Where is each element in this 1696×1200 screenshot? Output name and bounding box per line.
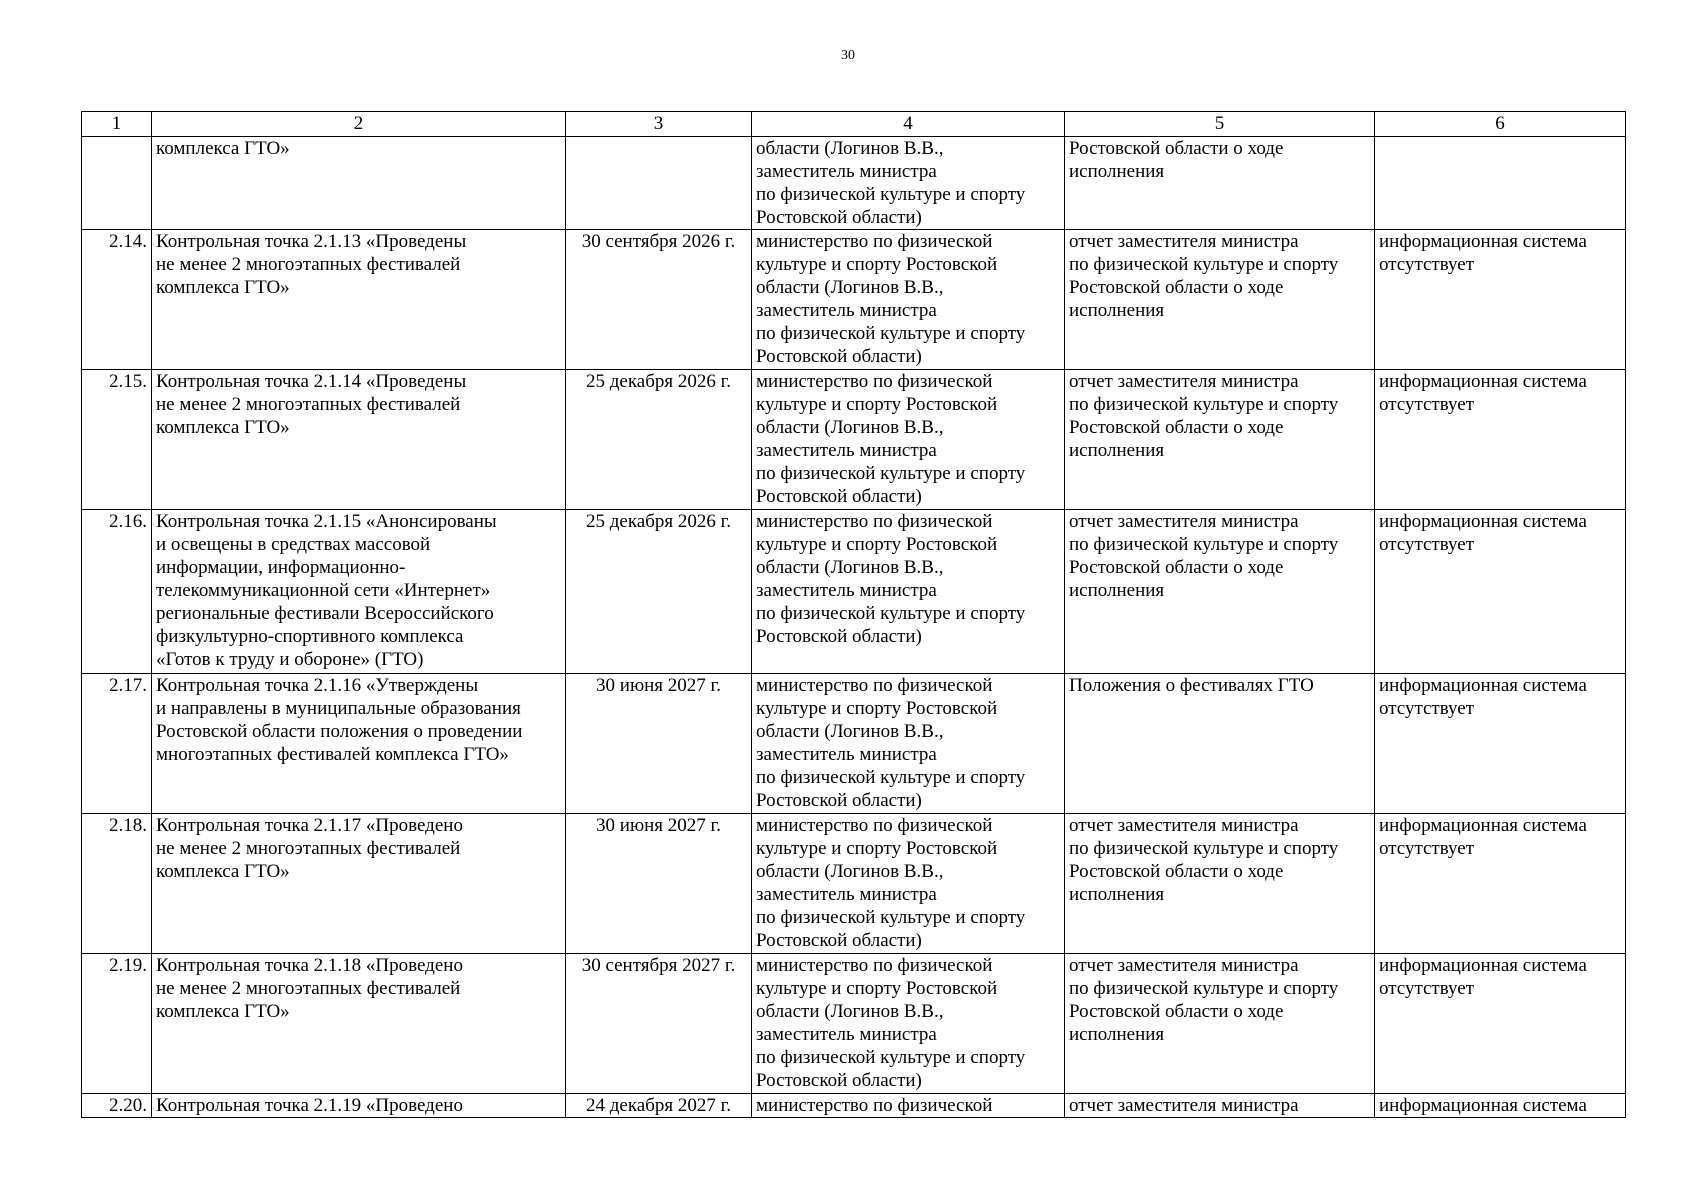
table-row (82, 1094, 1626, 1118)
responsible-executor: министерство по физической культуре и спорту Ростовской области (Логинов В.В., заместитель министра по физической культуре и спорту Ростовской области) (752, 230, 1065, 370)
information-system: информационная система (1375, 1094, 1626, 1118)
responsible-executor: области (Логинов В.В., заместитель министра по физической культуре и спорту Ростовской области) (752, 137, 1065, 230)
confirming-document: отчет заместителя министра по физической культуре и спорту Ростовской области о ходе исполнения (1065, 370, 1375, 510)
control-point-name: Контрольная точка 2.1.18 «Проведено не менее 2 многоэтапных фестивалей комплекса ГТО» (152, 954, 566, 1094)
information-system: информационная система отсутствует (1375, 954, 1626, 1094)
confirming-document: отчет заместителя министра по физической культуре и спорту Ростовской области о ходе исполнения (1065, 230, 1375, 370)
control-point-name: Контрольная точка 2.1.13 «Проведены не менее 2 многоэтапных фестивалей комплекса ГТО» (152, 230, 566, 370)
control-points-table (81, 111, 1626, 1118)
information-system: информационная система отсутствует (1375, 510, 1626, 674)
deadline-date: 30 сентября 2026 г. (566, 230, 752, 370)
deadline-date: 25 декабря 2026 г. (566, 370, 752, 510)
responsible-executor: министерство по физической культуре и спорту Ростовской области (Логинов В.В., заместитель министра по физической культуре и спорту Ростовской области) (752, 674, 1065, 814)
responsible-executor: министерство по физической культуре и спорту Ростовской области (Логинов В.В., заместитель министра по физической культуре и спорту Ростовской области) (752, 370, 1065, 510)
confirming-document: отчет заместителя министра по физической культуре и спорту Ростовской области о ходе исполнения (1065, 510, 1375, 674)
row-number: 2.20. (82, 1094, 152, 1118)
row-number: 2.19. (82, 954, 152, 1094)
table-row (82, 370, 1626, 510)
column-header: 1 (82, 112, 152, 137)
control-point-name: Контрольная точка 2.1.19 «Проведено (152, 1094, 566, 1118)
information-system: информационная система отсутствует (1375, 814, 1626, 954)
control-point-name: комплекса ГТО» (152, 137, 566, 230)
table-row (82, 510, 1626, 674)
deadline-date: 24 декабря 2027 г. (566, 1094, 752, 1118)
information-system: информационная система отсутствует (1375, 674, 1626, 814)
table-row (82, 674, 1626, 814)
column-header: 4 (752, 112, 1065, 137)
row-number: 2.15. (82, 370, 152, 510)
deadline-date: 30 июня 2027 г. (566, 814, 752, 954)
column-header: 6 (1375, 112, 1626, 137)
control-point-name: Контрольная точка 2.1.16 «Утверждены и направлены в муниципальные образования Ростовской области положения о проведении многоэтапных фестивалей комплекса ГТО» (152, 674, 566, 814)
control-point-name: Контрольная точка 2.1.14 «Проведены не менее 2 многоэтапных фестивалей комплекса ГТО» (152, 370, 566, 510)
information-system: информационная система отсутствует (1375, 370, 1626, 510)
column-header: 2 (152, 112, 566, 137)
confirming-document: Ростовской области о ходе исполнения (1065, 137, 1375, 230)
table-row (82, 230, 1626, 370)
confirming-document: отчет заместителя министра по физической культуре и спорту Ростовской области о ходе исполнения (1065, 814, 1375, 954)
confirming-document: отчет заместителя министра по физической культуре и спорту Ростовской области о ходе исполнения (1065, 954, 1375, 1094)
deadline-date: 30 сентября 2027 г. (566, 954, 752, 1094)
deadline-date: 30 июня 2027 г. (566, 674, 752, 814)
control-point-name: Контрольная точка 2.1.15 «Анонсированы и освещены в средствах массовой информации, информационно- телекоммуникационной сети «Интернет» региональные фестивали Всероссийского физкультурно-спортивного комплекса «Готов к труду и обороне» (ГТО) (152, 510, 566, 674)
deadline-date: 25 декабря 2026 г. (566, 510, 752, 674)
information-system (1375, 137, 1626, 230)
table-row (82, 137, 1626, 230)
information-system: информационная система отсутствует (1375, 230, 1626, 370)
confirming-document: отчет заместителя министра (1065, 1094, 1375, 1118)
responsible-executor: министерство по физической культуре и спорту Ростовской области (Логинов В.В., заместитель министра по физической культуре и спорту Ростовской области) (752, 510, 1065, 674)
control-point-name: Контрольная точка 2.1.17 «Проведено не менее 2 многоэтапных фестивалей комплекса ГТО» (152, 814, 566, 954)
table-row (82, 954, 1626, 1094)
row-number: 2.14. (82, 230, 152, 370)
deadline-date (566, 137, 752, 230)
responsible-executor: министерство по физической культуре и спорту Ростовской области (Логинов В.В., заместитель министра по физической культуре и спорту Ростовской области) (752, 954, 1065, 1094)
table-row (82, 814, 1626, 954)
column-header: 3 (566, 112, 752, 137)
column-header: 5 (1065, 112, 1375, 137)
row-number: 2.17. (82, 674, 152, 814)
responsible-executor: министерство по физической культуре и спорту Ростовской области (Логинов В.В., заместитель министра по физической культуре и спорту Ростовской области) (752, 814, 1065, 954)
row-number: 2.16. (82, 510, 152, 674)
responsible-executor: министерство по физической (752, 1094, 1065, 1118)
column-number-row (82, 112, 1626, 137)
row-number: 2.18. (82, 814, 152, 954)
page-number: 30 (841, 48, 855, 63)
confirming-document: Положения о фестивалях ГТО (1065, 674, 1375, 814)
row-number (82, 137, 152, 230)
